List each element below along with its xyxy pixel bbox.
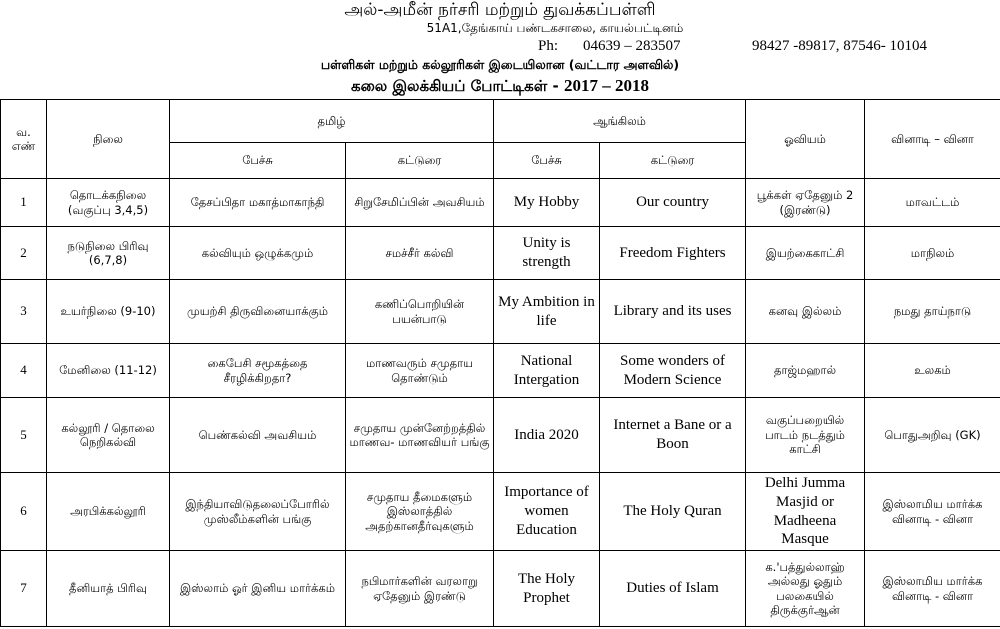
row-tamil-essay: நபிமார்களின் வரலாறு ஏதேனும் இரண்டு: [346, 551, 494, 627]
row-level: மேனிலை (11-12): [47, 344, 170, 398]
row-quiz: நமது தாய்நாடு: [865, 280, 1000, 344]
row-english-speech: National Intergation: [494, 344, 600, 398]
row-english-speech: My Ambition in life: [494, 280, 600, 344]
event-title-prefix: கலை இலக்கியப் போட்டிகள் -: [351, 77, 559, 95]
header-tamil-essay: கட்டுரை: [346, 143, 494, 179]
header-sno: வ. எண்: [1, 100, 47, 179]
row-english-essay: Some wonders of Modern Science: [600, 344, 746, 398]
header-level: நிலை: [47, 100, 170, 179]
row-painting: கனவு இல்லம்: [746, 280, 865, 344]
header-painting: ஓவியம்: [746, 100, 865, 179]
row-number: 3: [1, 280, 47, 344]
row-number: 4: [1, 344, 47, 398]
row-painting: இயற்கைகாட்சி: [746, 227, 865, 280]
row-english-essay: The Holy Quran: [600, 473, 746, 551]
row-level: தீனியாத் பிரிவு: [47, 551, 170, 627]
event-years: 2017 – 2018: [563, 76, 649, 95]
table-row: [1, 344, 1000, 398]
row-level: அரபிக்கல்லூரி: [47, 473, 170, 551]
row-quiz: உலகம்: [865, 344, 1000, 398]
row-tamil-essay: சமுதாய முன்னேற்றத்தில் மாணவ- மாணவியர் பங்கு: [346, 398, 494, 473]
row-level: உயர்நிலை (9-10): [47, 280, 170, 344]
row-tamil-essay: சமச்சீர் கல்வி: [346, 227, 494, 280]
row-tamil-speech: இந்தியாவிடுதலைப்போரில் முஸ்லீம்களின் பங்கு: [170, 473, 346, 551]
row-tamil-speech: தேசப்பிதா மகாத்மாகாந்தி: [170, 179, 346, 227]
school-name: அல்-அமீன் நர்சரி மற்றும் துவக்கப்பள்ளி: [344, 0, 656, 20]
row-quiz: பொதுஅறிவு (GK): [865, 398, 1000, 473]
row-number: 7: [1, 551, 47, 627]
row-painting: Delhi Jumma Masjid or Madheena Masque: [746, 473, 865, 551]
row-english-essay: Our country: [600, 179, 746, 227]
competition-table: [0, 99, 1000, 627]
header-tamil: தமிழ்: [170, 100, 494, 143]
table-row: [1, 280, 1000, 344]
row-painting: க.'பத்துல்லாஹ் அல்லது ஓதும் பலகையில் திருக்குர்ஆன்: [746, 551, 865, 627]
table-row: [1, 227, 1000, 280]
row-english-speech: My Hobby: [494, 179, 600, 227]
row-tamil-speech: முயற்சி திருவினையாக்கும்: [170, 280, 346, 344]
event-title: [0, 76, 1000, 97]
row-english-speech: The Holy Prophet: [494, 551, 600, 627]
row-english-speech: Unity is strength: [494, 227, 600, 280]
row-number: 6: [1, 473, 47, 551]
row-tamil-speech: கல்வியும் ஒழுக்கமும்: [170, 227, 346, 280]
row-tamil-essay: கணிப்பொறியின் பயன்பாடு: [346, 280, 494, 344]
table-row: [1, 398, 1000, 473]
row-english-essay: Freedom Fighters: [600, 227, 746, 280]
row-english-essay: Internet a Bane or a Boon: [600, 398, 746, 473]
header-quiz: வினாடி – வினா: [865, 100, 1000, 179]
row-english-essay: Library and its uses: [600, 280, 746, 344]
row-level: நடுநிலை பிரிவு (6,7,8): [47, 227, 170, 280]
header-english-speech: பேச்சு: [494, 143, 600, 179]
row-tamil-speech: கைபேசி சமூகத்தை சீரழிக்கிறதா?: [170, 344, 346, 398]
table-row: [1, 179, 1000, 227]
phone-number-2: 98427 -89817, 87546- 10104: [752, 38, 927, 54]
header-english-essay: கட்டுரை: [600, 143, 746, 179]
row-level: கல்லூரி / தொலை நெறிகல்வி: [47, 398, 170, 473]
row-tamil-essay: சமுதாய தீமைகளும் இஸ்லாத்தில் அதற்கானதீர்வுகளும்: [346, 473, 494, 551]
row-english-speech: Importance of women Education: [494, 473, 600, 551]
row-painting: தாஜ்மஹால்: [746, 344, 865, 398]
row-number: 5: [1, 398, 47, 473]
phone-label: Ph:: [538, 38, 559, 54]
event-level-line: பள்ளிகள் மற்றும் கல்லூரிகள் இடையிலான (வட்டார அளவில்): [320, 57, 680, 72]
row-tamil-essay: மாணவரும் சமுதாய தொண்டும்: [346, 344, 494, 398]
row-quiz: இஸ்லாமிய மார்க்க வினாடி - வினா: [865, 551, 1000, 627]
school-address: 51A1,தேங்காய் பண்டகசாலை, காயல்பட்டினம்: [426, 21, 684, 35]
row-english-speech: India 2020: [494, 398, 600, 473]
row-tamil-essay: சிறுசேமிப்பின் அவசியம்: [346, 179, 494, 227]
table-row: [1, 551, 1000, 627]
row-painting: பூக்கள் ஏதேனும் 2 (இரண்டு): [746, 179, 865, 227]
row-level: தொடக்கநிலை (வகுப்பு 3,4,5): [47, 179, 170, 227]
row-quiz: மாநிலம்: [865, 227, 1000, 280]
row-number: 1: [1, 179, 47, 227]
header-english: ஆங்கிலம்: [494, 100, 746, 143]
table-row: [1, 473, 1000, 551]
row-quiz: மாவட்டம்: [865, 179, 1000, 227]
row-quiz: இஸ்லாமிய மார்க்க வினாடி - வினா: [865, 473, 1000, 551]
row-number: 2: [1, 227, 47, 280]
row-english-essay: Duties of Islam: [600, 551, 746, 627]
row-tamil-speech: இஸ்லாம் ஓர் இனிய மார்க்கம்: [170, 551, 346, 627]
header-tamil-speech: பேச்சு: [170, 143, 346, 179]
row-tamil-speech: பெண்கல்வி அவசியம்: [170, 398, 346, 473]
row-painting: வகுப்பறையில் பாடம் நடத்தும் காட்சி: [746, 398, 865, 473]
header-row-1: [1, 100, 1000, 143]
phone-number-1: 04639 – 283507: [583, 38, 681, 54]
